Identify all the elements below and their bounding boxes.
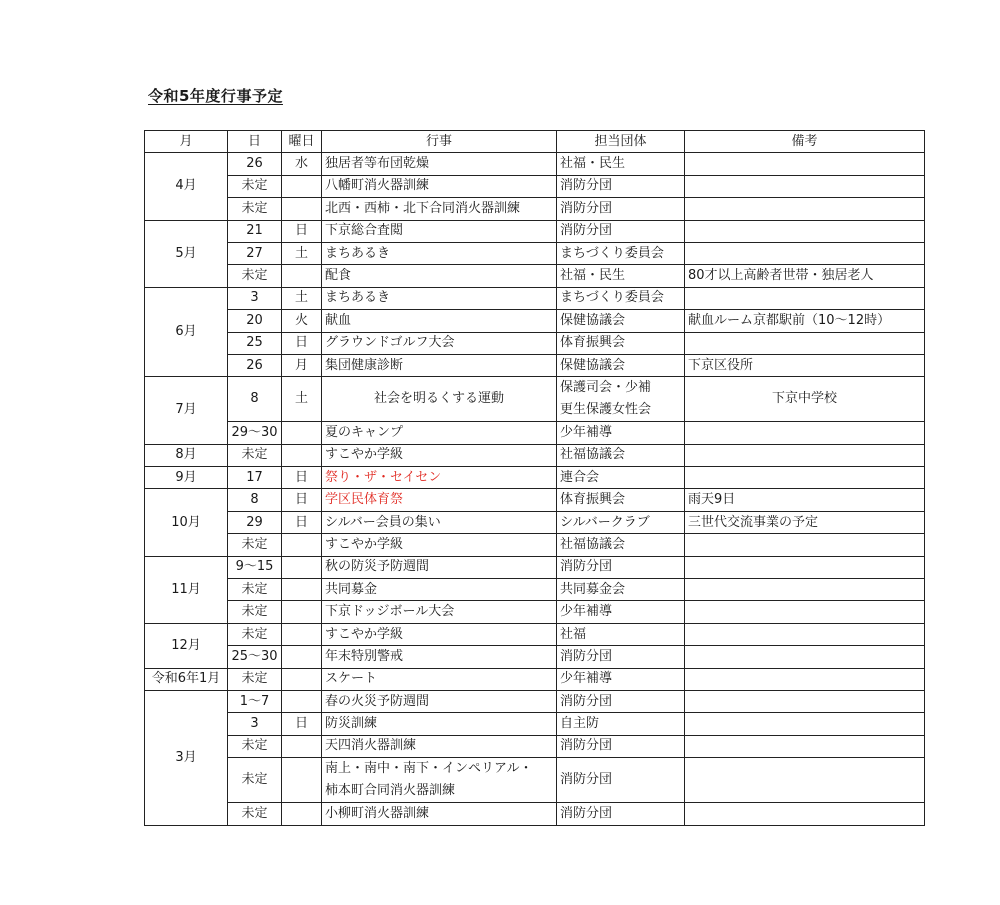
group-cell: 消防分団	[557, 556, 685, 578]
table-row	[145, 242, 925, 264]
table-row	[145, 601, 925, 623]
event-cell-highlighted: 学区民体育祭	[322, 489, 557, 511]
table-row	[145, 735, 925, 757]
notes-cell	[685, 467, 925, 489]
day-cell: 25	[228, 332, 282, 354]
group-cell: まちづくり委員会	[557, 287, 685, 309]
weekday-cell: 土	[282, 377, 322, 422]
event-cell	[322, 758, 557, 803]
header-weekday: 曜日	[282, 131, 322, 153]
month-cell: 10月	[145, 489, 228, 556]
table-row	[145, 668, 925, 690]
event-cell: 八幡町消火器訓練	[322, 175, 557, 197]
group-cell: 自主防	[557, 713, 685, 735]
group-cell: 消防分団	[557, 175, 685, 197]
notes-cell: 下京中学校	[685, 377, 925, 422]
document-title: 令和5年度行事予定	[148, 87, 283, 105]
table-row	[145, 646, 925, 668]
table-row	[145, 220, 925, 242]
notes-cell	[685, 556, 925, 578]
header-month: 月	[145, 131, 228, 153]
weekday-cell	[282, 623, 322, 645]
weekday-cell	[282, 601, 322, 623]
day-cell: 3	[228, 713, 282, 735]
day-cell: 1～7	[228, 690, 282, 712]
group-cell: 消防分団	[557, 646, 685, 668]
notes-cell	[685, 668, 925, 690]
header-day: 日	[228, 131, 282, 153]
weekday-cell	[282, 690, 322, 712]
month-cell: 3月	[145, 690, 228, 825]
notes-cell: 三世代交流事業の予定	[685, 511, 925, 533]
weekday-cell: 火	[282, 310, 322, 332]
weekday-cell: 日	[282, 489, 322, 511]
notes-cell	[685, 198, 925, 220]
event-cell: 北西・西柿・北下合同消火器訓練	[322, 198, 557, 220]
month-cell: 11月	[145, 556, 228, 623]
month-cell: 4月	[145, 153, 228, 220]
event-cell: 共同募金	[322, 579, 557, 601]
table-row	[145, 175, 925, 197]
notes-cell	[685, 623, 925, 645]
table-row	[145, 422, 925, 444]
day-cell: 8	[228, 377, 282, 422]
event-cell: 小柳町消火器訓練	[322, 803, 557, 825]
table-row	[145, 467, 925, 489]
table-row	[145, 758, 925, 803]
group-cell: 少年補導	[557, 668, 685, 690]
event-cell: 配食	[322, 265, 557, 287]
day-cell: 未定	[228, 579, 282, 601]
weekday-cell: 土	[282, 242, 322, 264]
event-cell: シルバー会員の集い	[322, 511, 557, 533]
notes-cell	[685, 735, 925, 757]
event-cell-highlighted: 祭り・ザ・セイセン	[322, 467, 557, 489]
weekday-cell	[282, 422, 322, 444]
group-cell: 体育振興会	[557, 332, 685, 354]
table-header-row	[145, 131, 925, 153]
group-cell: まちづくり委員会	[557, 242, 685, 264]
group-line: 更生保護女性会	[560, 402, 652, 418]
group-cell: 消防分団	[557, 803, 685, 825]
notes-cell	[685, 758, 925, 803]
weekday-cell: 日	[282, 467, 322, 489]
month-cell: 9月	[145, 467, 228, 489]
day-cell: 未定	[228, 444, 282, 466]
event-cell: すこやか学級	[322, 444, 557, 466]
event-cell: スケート	[322, 668, 557, 690]
event-cell: 春の火災予防週間	[322, 690, 557, 712]
event-cell: すこやか学級	[322, 534, 557, 556]
event-cell: すこやか学級	[322, 623, 557, 645]
table-row	[145, 511, 925, 533]
day-cell: 8	[228, 489, 282, 511]
table-row	[145, 690, 925, 712]
notes-cell	[685, 287, 925, 309]
header-event: 行事	[322, 131, 557, 153]
notes-cell	[685, 175, 925, 197]
table-row	[145, 444, 925, 466]
notes-cell	[685, 444, 925, 466]
day-cell: 未定	[228, 534, 282, 556]
header-notes: 備考	[685, 131, 925, 153]
notes-cell	[685, 579, 925, 601]
day-cell: 未定	[228, 601, 282, 623]
table-row	[145, 198, 925, 220]
group-cell: 社福協議会	[557, 444, 685, 466]
group-cell: 社福・民生	[557, 265, 685, 287]
group-cell: 社福・民生	[557, 153, 685, 175]
table-row	[145, 713, 925, 735]
table-row	[145, 803, 925, 825]
group-cell: 消防分団	[557, 758, 685, 803]
weekday-cell: 日	[282, 332, 322, 354]
day-cell: 未定	[228, 175, 282, 197]
event-cell: 天四消火器訓練	[322, 735, 557, 757]
event-cell: グラウンドゴルフ大会	[322, 332, 557, 354]
weekday-cell: 土	[282, 287, 322, 309]
event-cell: 下京ドッジボール大会	[322, 601, 557, 623]
group-cell: 共同募金会	[557, 579, 685, 601]
notes-cell	[685, 601, 925, 623]
notes-cell	[685, 422, 925, 444]
day-cell: 20	[228, 310, 282, 332]
notes-cell: 献血ルーム京都駅前（10～12時）	[685, 310, 925, 332]
day-cell: 3	[228, 287, 282, 309]
event-line: 南上・南中・南下・インペリアル・	[325, 761, 533, 777]
weekday-cell	[282, 646, 322, 668]
weekday-cell	[282, 758, 322, 803]
group-cell: 消防分団	[557, 198, 685, 220]
event-cell: 年末特別警戒	[322, 646, 557, 668]
day-cell: 29～30	[228, 422, 282, 444]
weekday-cell: 水	[282, 153, 322, 175]
notes-cell	[685, 713, 925, 735]
event-cell: 献血	[322, 310, 557, 332]
day-cell: 未定	[228, 668, 282, 690]
group-cell: シルバークラブ	[557, 511, 685, 533]
month-cell: 12月	[145, 623, 228, 668]
notes-cell	[685, 220, 925, 242]
weekday-cell	[282, 175, 322, 197]
notes-cell	[685, 534, 925, 556]
weekday-cell: 日	[282, 713, 322, 735]
day-cell: 26	[228, 153, 282, 175]
day-cell: 9～15	[228, 556, 282, 578]
group-cell: 社福協議会	[557, 534, 685, 556]
notes-cell: 雨天9日	[685, 489, 925, 511]
notes-cell	[685, 153, 925, 175]
group-line: 保護司会・少補	[560, 380, 652, 396]
notes-cell	[685, 332, 925, 354]
event-cell: 独居者等布団乾燥	[322, 153, 557, 175]
event-cell: まちあるき	[322, 242, 557, 264]
table-row	[145, 556, 925, 578]
day-cell: 29	[228, 511, 282, 533]
event-cell: 夏のキャンプ	[322, 422, 557, 444]
weekday-cell	[282, 444, 322, 466]
day-cell: 26	[228, 354, 282, 376]
day-cell: 未定	[228, 265, 282, 287]
month-cell: 令和6年1月	[145, 668, 228, 690]
table-row	[145, 332, 925, 354]
event-cell: 防災訓練	[322, 713, 557, 735]
day-cell: 25～30	[228, 646, 282, 668]
month-cell: 7月	[145, 377, 228, 444]
weekday-cell	[282, 803, 322, 825]
table-row	[145, 310, 925, 332]
day-cell: 未定	[228, 803, 282, 825]
day-cell: 未定	[228, 735, 282, 757]
table-row	[145, 287, 925, 309]
notes-cell: 80才以上高齢者世帯・独居老人	[685, 265, 925, 287]
group-cell: 社福	[557, 623, 685, 645]
group-cell: 消防分団	[557, 220, 685, 242]
group-cell: 少年補導	[557, 422, 685, 444]
weekday-cell	[282, 579, 322, 601]
header-group: 担当団体	[557, 131, 685, 153]
notes-cell	[685, 242, 925, 264]
weekday-cell: 月	[282, 354, 322, 376]
weekday-cell	[282, 198, 322, 220]
notes-cell	[685, 803, 925, 825]
event-cell: 社会を明るくする運動	[322, 377, 557, 422]
group-cell: 体育振興会	[557, 489, 685, 511]
event-cell: まちあるき	[322, 287, 557, 309]
day-cell: 未定	[228, 198, 282, 220]
table-row	[145, 153, 925, 175]
event-cell: 下京総合査閲	[322, 220, 557, 242]
table-row	[145, 534, 925, 556]
weekday-cell	[282, 735, 322, 757]
table-row	[145, 265, 925, 287]
day-cell: 未定	[228, 758, 282, 803]
table-row	[145, 489, 925, 511]
event-schedule-table	[144, 130, 925, 826]
day-cell: 27	[228, 242, 282, 264]
weekday-cell: 日	[282, 220, 322, 242]
table-row	[145, 354, 925, 376]
weekday-cell	[282, 668, 322, 690]
group-cell: 保健協議会	[557, 310, 685, 332]
table-row	[145, 377, 925, 422]
group-cell: 消防分団	[557, 690, 685, 712]
group-cell: 連合会	[557, 467, 685, 489]
day-cell: 未定	[228, 623, 282, 645]
weekday-cell	[282, 265, 322, 287]
weekday-cell	[282, 556, 322, 578]
month-cell: 6月	[145, 287, 228, 377]
group-cell: 少年補導	[557, 601, 685, 623]
day-cell: 21	[228, 220, 282, 242]
group-cell: 消防分団	[557, 735, 685, 757]
event-cell: 集団健康診断	[322, 354, 557, 376]
table-row	[145, 623, 925, 645]
notes-cell	[685, 690, 925, 712]
day-cell: 17	[228, 467, 282, 489]
group-cell: 保健協議会	[557, 354, 685, 376]
table-row	[145, 579, 925, 601]
notes-cell: 下京区役所	[685, 354, 925, 376]
group-cell	[557, 377, 685, 422]
event-line: 柿本町合同消火器訓練	[325, 783, 456, 799]
month-cell: 5月	[145, 220, 228, 287]
weekday-cell: 日	[282, 511, 322, 533]
month-cell: 8月	[145, 444, 228, 466]
event-cell: 秋の防災予防週間	[322, 556, 557, 578]
notes-cell	[685, 646, 925, 668]
weekday-cell	[282, 534, 322, 556]
